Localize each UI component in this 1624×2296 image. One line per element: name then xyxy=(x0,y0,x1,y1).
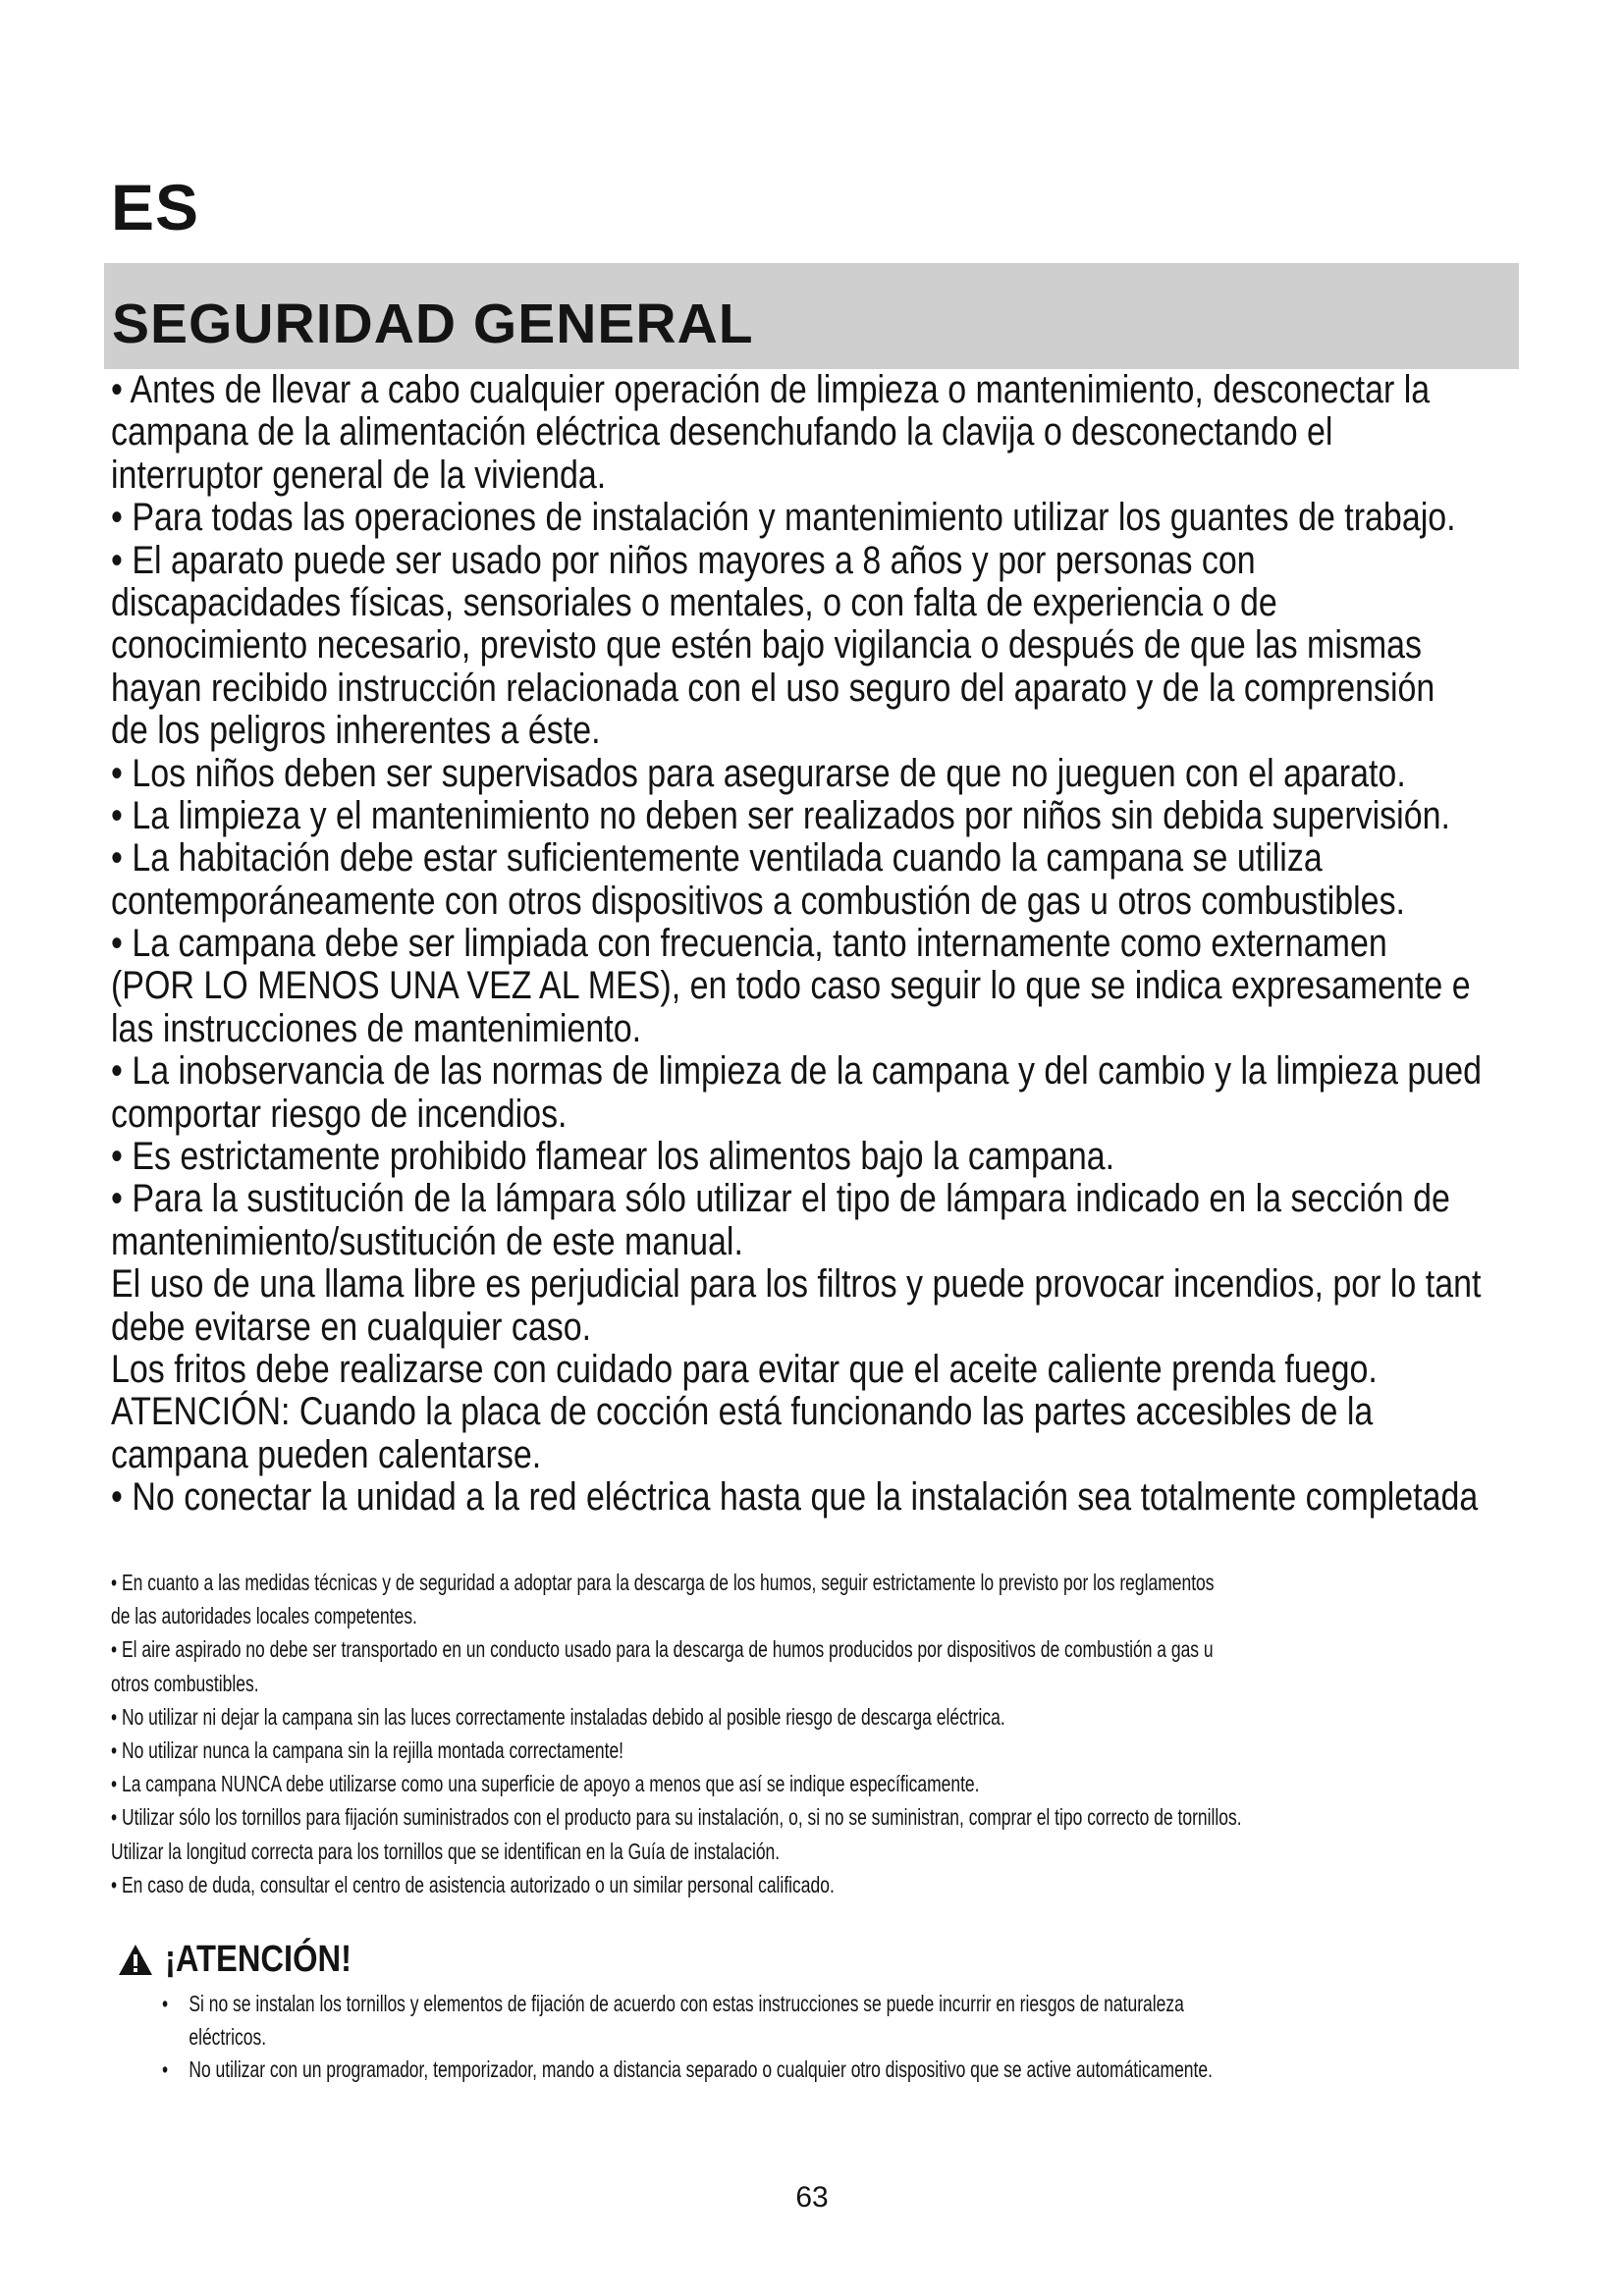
body-text-line: las instrucciones de mantenimiento. xyxy=(111,1006,642,1050)
body-text-line: El uso de una llama libre es perjudicial para los filtros y puede provocar incendios, por lo tant xyxy=(111,1262,1482,1307)
small-print-line: de las autoridades locales competentes. xyxy=(111,1603,417,1629)
small-print-line: • El aire aspirado no debe ser transportado en un conducto usado para la descarga de humos producidos por dispositivos de combustión a gas u xyxy=(111,1636,1214,1663)
small-print-line: Utilizar la longitud correcta para los tornillos que se identifican en la Guía de instalación. xyxy=(111,1838,781,1864)
small-print-line: otros combustibles. xyxy=(111,1670,259,1696)
bullet-marker: • xyxy=(162,1991,169,2016)
bullet-marker: • xyxy=(162,2056,169,2082)
warning-item-line xyxy=(162,2054,1505,2087)
body-text-line: comportar riesgo de incendios. xyxy=(111,1092,568,1136)
body-text-line: campana pueden calentarse. xyxy=(111,1432,542,1476)
warning-heading xyxy=(118,1941,382,1978)
body-text-line: • No conectar la unidad a la red eléctrica hasta que la instalación sea totalmente completada xyxy=(111,1475,1479,1520)
small-print-notes xyxy=(111,1566,1454,1901)
section-title: SEGURIDAD GENERAL xyxy=(112,293,754,355)
body-text-line: • La habitación debe estar suficientemente ventilada cuando la campana se utiliza xyxy=(111,836,1323,881)
warning-item-text: No utilizar con un programador, temporizador, mando a distancia separado o cualquier otro dispositivo que se active automáticamente. xyxy=(189,2056,1213,2082)
warning-title: ¡ATENCIÓN! xyxy=(165,1939,352,1980)
body-text-line: conocimiento necesario, previsto que estén bajo vigilancia o después de que las mismas xyxy=(111,623,1423,667)
small-print-line: • En cuanto a las medidas técnicas y de seguridad a adoptar para la descarga de los humos, seguir estrictamente lo previsto por los reglamentos xyxy=(111,1570,1215,1595)
section-banner xyxy=(104,263,1519,369)
warning-item-line xyxy=(162,2021,1505,2055)
small-print-line: • No utilizar ni dejar la campana sin las luces correctamente instaladas debido al posible riesgo de descarga eléctrica. xyxy=(111,1703,1005,1730)
body-text-line: • Es estrictamente prohibido flamear los alimentos bajo la campana. xyxy=(111,1135,1115,1179)
body-text-line: • El aparato puede ser usado por niños mayores a 8 años y por personas con xyxy=(111,538,1256,582)
warning-list xyxy=(162,1988,1505,2087)
language-code: ES xyxy=(111,171,200,243)
body-text-line: • Para todas las operaciones de instalación y mantenimiento utilizar los guantes de trabajo. xyxy=(111,496,1456,540)
small-print-line: • Utilizar sólo los tornillos para fijación suministrados con el producto para su instalación, o, si no se suministran, comprar el tipo correcto de tornillos. xyxy=(111,1804,1242,1831)
body-text-line: • Para la sustitución de la lámpara sólo utilizar el tipo de lámpara indicado en la sección de xyxy=(111,1177,1450,1221)
body-text-line: discapacidades físicas, sensoriales o mentales, o con falta de experiencia o de xyxy=(111,580,1277,624)
body-text-line: de los peligros inherentes a éste. xyxy=(111,709,601,753)
small-print-line: • No utilizar nunca la campana sin la rejilla montada correctamente! xyxy=(111,1736,624,1763)
body-text-line: mantenimiento/sustitución de este manual. xyxy=(111,1219,743,1263)
body-text-line: (POR LO MENOS UNA VEZ AL MES), en todo caso seguir lo que se indica expresamente e xyxy=(111,964,1471,1008)
body-text-line: Los fritos debe realizarse con cuidado para evitar que el aceite caliente prenda fuego. xyxy=(111,1347,1378,1391)
body-text-line: ATENCIÓN: Cuando la placa de cocción está funcionando las partes accesibles de la xyxy=(111,1390,1374,1434)
body-text-line: contemporáneamente con otros dispositivos a combustión de gas u otros combustibles. xyxy=(111,879,1406,923)
small-print-line: • En caso de duda, consultar el centro de asistencia autorizado o un similar personal calificado. xyxy=(111,1871,835,1897)
body-text-line: • La inobservancia de las normas de limpieza de la campana y del cambio y la limpieza pued xyxy=(111,1049,1482,1094)
small-print-line: • La campana NUNCA debe utilizarse como una superficie de apoyo a menos que así se indique específicamente. xyxy=(111,1771,980,1797)
body-text-line: interruptor general de la vivienda. xyxy=(111,453,607,497)
warning-item-line xyxy=(162,1988,1505,2021)
body-text-line: campana de la alimentación eléctrica desenchufando la clavija o desconectando el xyxy=(111,410,1333,454)
body-text-line: • La limpieza y el mantenimiento no deben ser realizados por niños sin debida supervisión. xyxy=(111,793,1450,837)
page-number: 63 xyxy=(795,2181,829,2214)
body-text-line: • La campana debe ser limpiada con frecuencia, tanto internamente como externamen xyxy=(111,922,1387,966)
warning-item-text: Si no se instalan los tornillos y elementos de fijación de acuerdo con estas instrucciones se puede incurrir en riesgos de naturaleza xyxy=(189,1991,1184,2016)
warning-triangle-icon xyxy=(118,1944,153,1976)
warning-item-text: eléctricos. xyxy=(189,2023,267,2050)
main-safety-text xyxy=(111,368,1482,1520)
body-text-line: • Antes de llevar a cabo cualquier operación de limpieza o mantenimiento, desconectar la xyxy=(111,368,1431,411)
body-text-line: hayan recibido instrucción relacionada con el uso seguro del aparato y de la comprensión xyxy=(111,666,1435,710)
body-text-line: debe evitarse en cualquier caso. xyxy=(111,1305,592,1349)
body-text-line: • Los niños deben ser supervisados para asegurarse de que no jueguen con el aparato. xyxy=(111,751,1406,795)
